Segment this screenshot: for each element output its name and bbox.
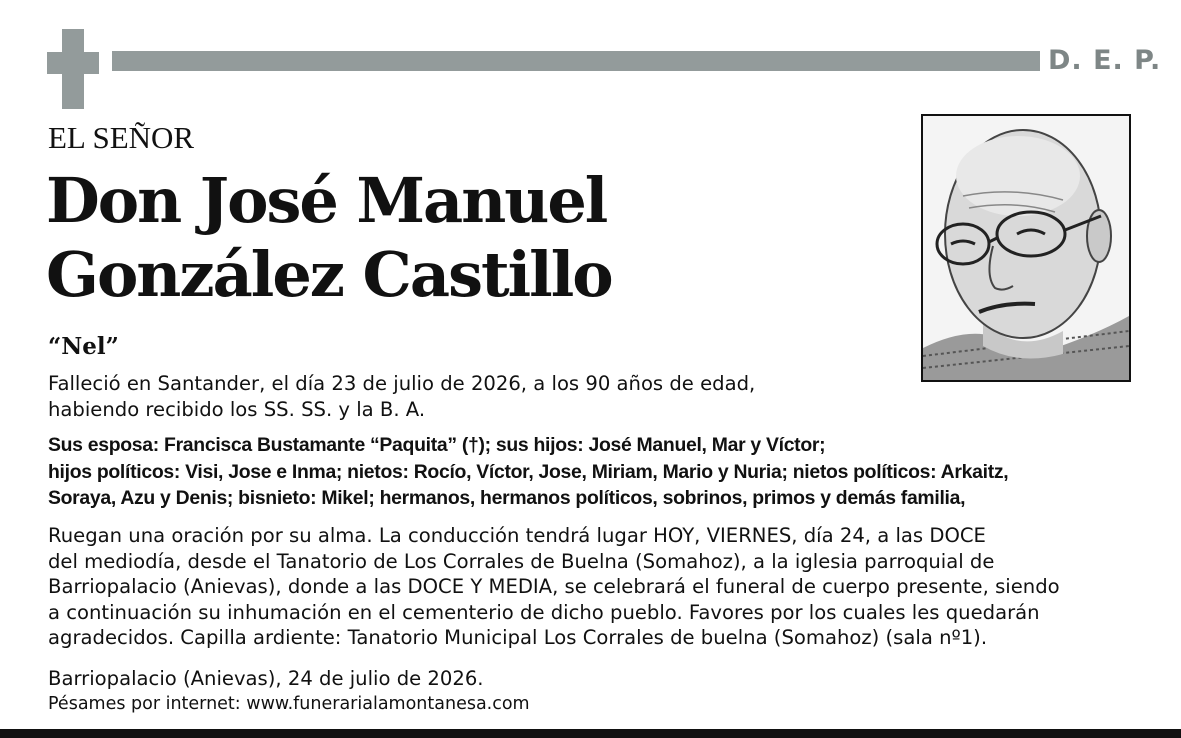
footer-rule	[0, 729, 1181, 738]
title-prefix: EL SEÑOR	[48, 120, 195, 155]
family-list	[48, 432, 1008, 512]
family-line: hijos políticos: Visi, Jose e Inma; nietos: Rocío, Víctor, Jose, Miriam, Mario y Nuria; nietos políticos: Arkaitz,	[48, 460, 1009, 483]
funeral-line: Barriopalacio (Anievas), donde a las DOCE Y MEDIA, se celebrará el funeral de cuerpo presente, siendo	[48, 575, 1060, 598]
family-line: Soraya, Azu y Denis; bisnieto: Mikel; hermanos, hermanos políticos, sobrinos, primos y demás familia,	[48, 487, 966, 509]
funeral-line: agradecidos. Capilla ardiente: Tanatorio Municipal Los Corrales de buelna (Somahoz) (sala nº1).	[48, 626, 988, 649]
funeral-line: Ruegan una oración por su alma. La conducción tendrá lugar HOY, VIERNES, día 24, a las DOCE	[48, 524, 986, 547]
portrait-photo	[921, 114, 1131, 382]
name-line-1: Don José Manuel	[46, 164, 607, 237]
dep-label: D. E. P.	[1048, 45, 1162, 76]
place-date: Barriopalacio (Anievas), 24 de julio de 2026.	[48, 667, 484, 690]
cross-icon	[47, 29, 99, 109]
funeral-line: a continuación su inhumación en el cementerio de dicho pueblo. Favores por los cuales les quedarán	[48, 600, 1040, 624]
deceased-name	[46, 164, 612, 312]
death-notice-line: Falleció en Santander, el día 23 de julio de 2026, a los 90 años de edad,	[48, 372, 756, 395]
death-notice-line: habiendo recibido los SS. SS. y la B. A.	[48, 398, 426, 421]
funeral-line: del mediodía, desde el Tanatorio de Los Corrales de Buelna (Somahoz), a la iglesia parroquial de	[48, 549, 995, 573]
name-line-2: González Castillo	[46, 238, 612, 311]
family-line: Sus esposa: Francisca Bustamante “Paquita” (†); sus hijos: José Manuel, Mar y Víctor;	[48, 434, 826, 456]
nickname: “Nel”	[48, 333, 119, 360]
header-rule	[112, 51, 1040, 71]
condolences-website: Pésames por internet: www.funerarialamontanesa.com	[48, 694, 530, 714]
